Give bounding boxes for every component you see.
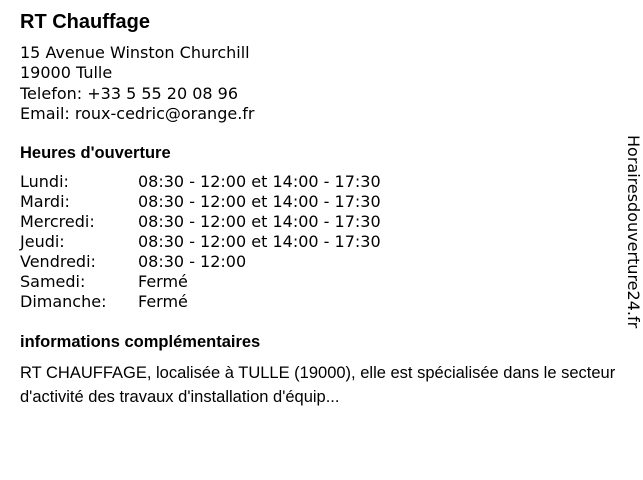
business-name: RT Chauffage [20,11,150,33]
address-block [20,43,622,125]
time-value: Fermé [138,271,188,291]
opening-hours-heading: Heures d'ouverture [20,143,171,162]
street-address: 15 Avenue Winston Churchill [20,43,250,62]
time-value: 08:30 - 12:00 et 14:00 - 17:30 [138,231,381,251]
day-label: Samedi: [20,271,86,291]
day-label: Dimanche: [20,291,107,311]
phone-number: Telefon: +33 5 55 20 08 96 [20,83,239,103]
day-label: Lundi: [20,171,69,191]
additional-info-heading: informations complémentaires [20,332,261,351]
hours-row-thursday [20,232,622,252]
opening-hours-table [20,172,622,312]
day-label: Vendredi: [20,251,96,271]
time-value: 08:30 - 12:00 et 14:00 - 17:30 [138,211,381,231]
hours-row-friday [20,252,622,272]
time-value: Fermé [138,291,188,311]
hours-row-saturday [20,272,622,292]
hours-row-tuesday [20,192,622,212]
business-description: RT CHAUFFAGE, localisée à TULLE (19000), elle est spécialisée dans le secteur d'activité des travaux d'installation d'équip... [20,363,616,406]
hours-row-sunday [20,292,622,312]
hours-row-monday [20,172,622,192]
postal-city: 19000 Tulle [20,63,113,83]
time-value: 08:30 - 12:00 [138,251,247,271]
day-label: Mardi: [20,191,70,211]
hours-row-wednesday [20,212,622,232]
time-value: 08:30 - 12:00 et 14:00 - 17:30 [138,171,381,191]
site-watermark: Horairesdouverture24.fr [624,135,643,329]
day-label: Mercredi: [20,211,95,231]
email-address: Email: roux-cedric@orange.fr [20,104,255,124]
business-card [20,10,622,409]
day-label: Jeudi: [20,231,65,251]
time-value: 08:30 - 12:00 et 14:00 - 17:30 [138,191,381,211]
